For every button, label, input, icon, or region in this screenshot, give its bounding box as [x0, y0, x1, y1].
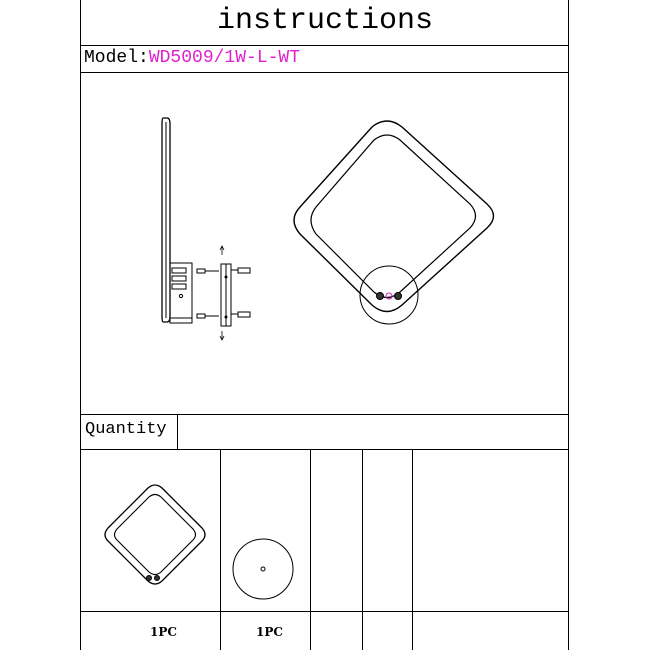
quantity-plate-drawing: [233, 539, 293, 599]
quantity-count-plate: 1PC: [256, 625, 283, 639]
page-title: instructions: [216, 4, 434, 38]
quantity-col-divider: [220, 449, 221, 650]
front-view-drawing: [294, 121, 494, 324]
quantity-table-top: [80, 449, 569, 450]
model-label: Model:: [84, 48, 149, 68]
quantity-col-divider: [362, 449, 363, 650]
quantity-header: Quantity: [85, 420, 167, 439]
quantity-table-mid: [80, 611, 569, 612]
model-value: WD5009/1W-L-WT: [148, 48, 301, 68]
bracket-drawing: [197, 246, 250, 340]
quantity-col-divider: [412, 449, 413, 650]
quantity-col-divider: [310, 449, 311, 650]
side-view-drawing: [162, 118, 192, 323]
quantity-count-lamp: 1PC: [150, 625, 177, 639]
quantity-lamp-drawing: [105, 485, 205, 584]
